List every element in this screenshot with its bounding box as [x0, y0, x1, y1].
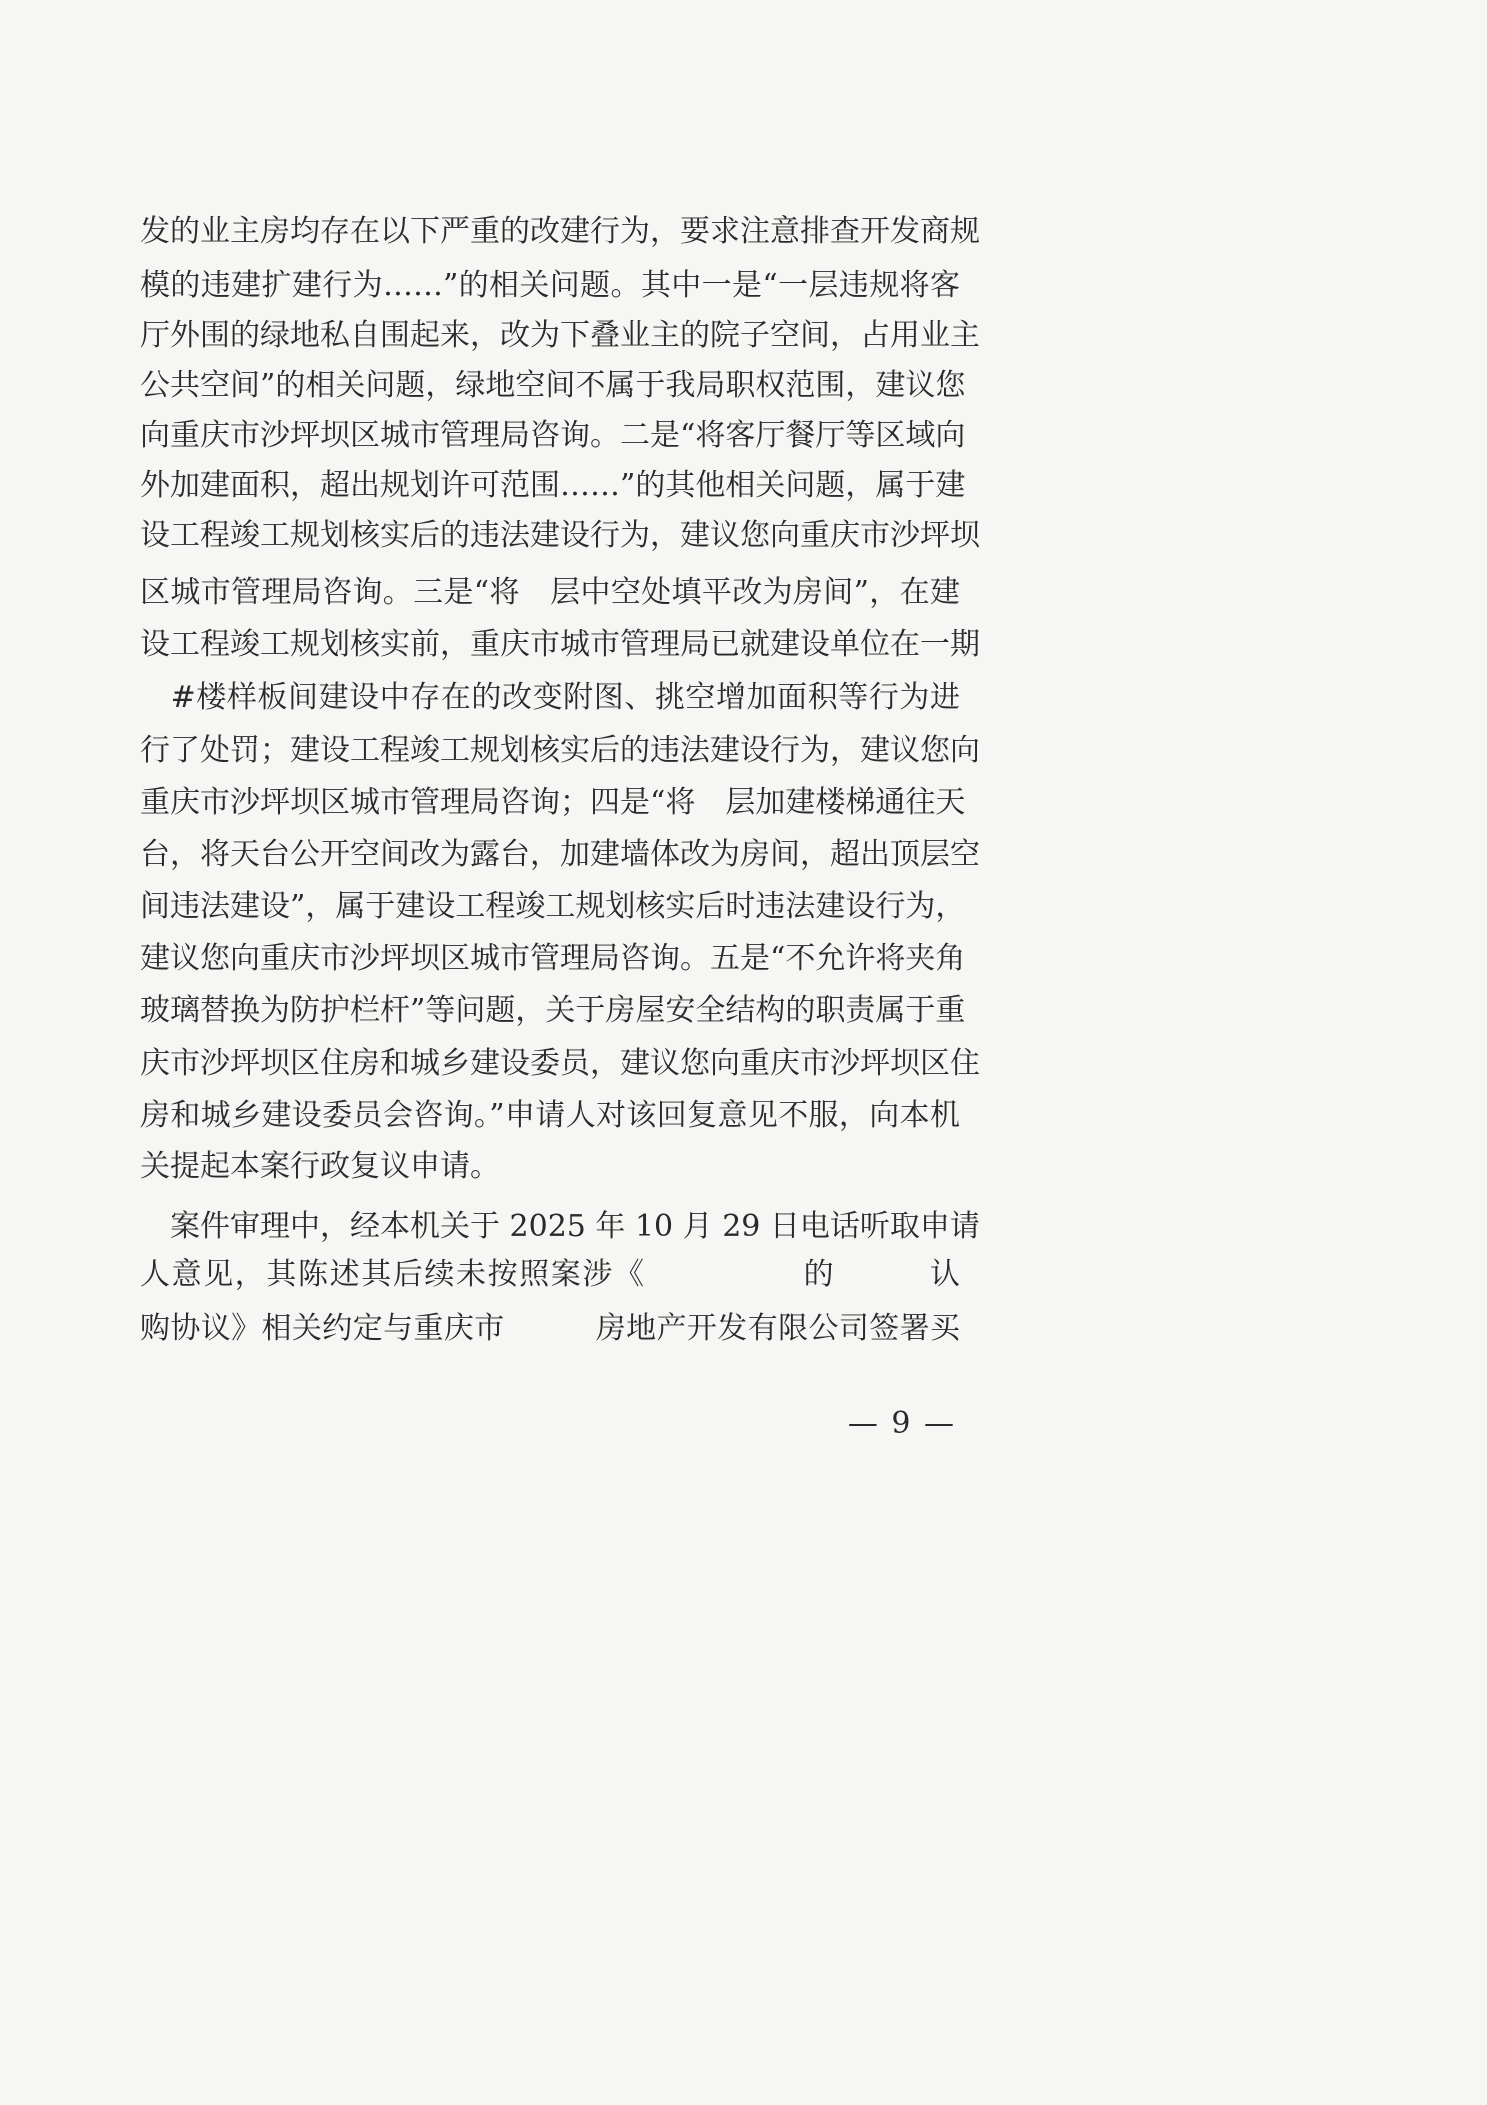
body-text-line: 设工程竣工规划核实后的违法建设行为，建议您向重庆市沙坪坝 — [140, 518, 980, 553]
body-text-line: 模的违建扩建行为……”的相关问题。其中一是“一层违规将客 — [140, 268, 960, 303]
body-text-line: 庆市沙坪坝区住房和城乡建设委员，建议您向重庆市沙坪坝区住 — [140, 1046, 980, 1081]
body-text-line: 公共空间”的相关问题，绿地空间不属于我局职权范围，建议您 — [140, 368, 966, 403]
body-text-line: 建议您向重庆市沙坪坝区城市管理局咨询。五是“不允许将夹角 — [140, 941, 966, 976]
body-text-line: 玻璃替换为防护栏杆”等问题，关于房屋安全结构的职责属于重 — [140, 993, 966, 1028]
body-text-line: 设工程竣工规划核实前，重庆市城市管理局已就建设单位在一期 — [140, 627, 980, 662]
body-text-line: 厅外围的绿地私自围起来，改为下叠业主的院子空间，占用业主 — [140, 318, 980, 353]
body-text-line: 发的业主房均存在以下严重的改建行为，要求注意排查开发商规 — [140, 214, 980, 249]
body-text-line: 台，将天台公开空间改为露台，加建墙体改为房间，超出顶层空 — [140, 837, 980, 872]
body-text-line: 向重庆市沙坪坝区城市管理局咨询。二是“将客厅餐厅等区域向 — [140, 418, 966, 453]
body-text-line: #楼样板间建设中存在的改变附图、挑空增加面积等行为进 — [140, 680, 960, 715]
body-text-line: 购协议》相关约定与重庆市 房地产开发有限公司签署买 — [140, 1311, 960, 1346]
body-text-line: 关提起本案行政复议申请。 — [140, 1149, 500, 1184]
body-text-line: 重庆市沙坪坝区城市管理局咨询；四是“将 层加建楼梯通往天 — [140, 785, 966, 820]
body-text-line: 行了处罚；建设工程竣工规划核实后的违法建设行为，建议您向 — [140, 733, 980, 768]
body-text-line: 人意见，其陈述其后续未按照案涉《 的 认 — [140, 1257, 960, 1292]
body-text-line: 外加建面积，超出规划许可范围……”的其他相关问题，属于建 — [140, 468, 966, 503]
page-number: — 9 — — [847, 1406, 956, 1441]
body-text-line: 房和城乡建设委员会咨询。”申请人对该回复意见不服，向本机 — [140, 1098, 960, 1133]
body-text-line: 案件审理中，经本机关于 2025 年 10 月 29 日电话听取申请 — [140, 1209, 980, 1244]
body-text-line: 区城市管理局咨询。三是“将 层中空处填平改为房间”，在建 — [140, 575, 960, 610]
body-text-line: 间违法建设”，属于建设工程竣工规划核实后时违法建设行为， — [140, 889, 966, 924]
